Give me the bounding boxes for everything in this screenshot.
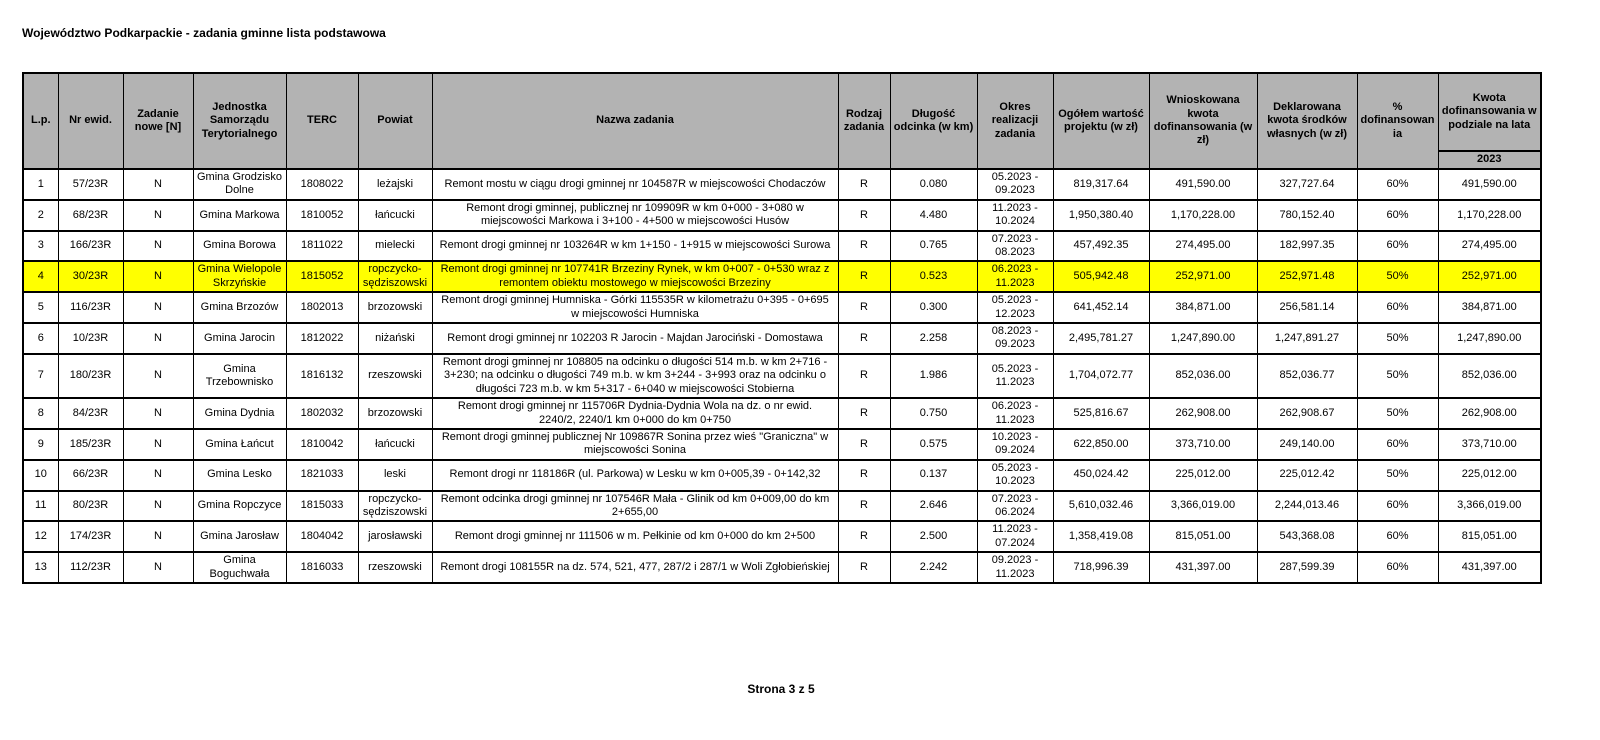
cell-powiat: ropczycko-sędziszowski [358, 261, 432, 292]
cell-jst: Gmina Łańcut [193, 429, 286, 460]
col-header-dlugosc-odcinka: Długość odcinka (w km) [890, 73, 977, 169]
cell-deklarowana: 287,599.39 [1257, 552, 1357, 583]
cell-jst: Gmina Jarosław [193, 521, 286, 552]
cell-dlugosc: 2.242 [890, 552, 977, 583]
col-header-nazwa-zadania: Nazwa zadania [432, 73, 838, 169]
cell-ogolem: 5,610,032.46 [1053, 491, 1149, 522]
cell-dlugosc: 0.080 [890, 169, 977, 200]
cell-powiat: łańcucki [358, 200, 432, 231]
col-header-deklarowana-kwota: Deklarowana kwota środków własnych (w zł) [1257, 73, 1357, 169]
cell-jst: Gmina Brzozów [193, 292, 286, 323]
cell-jst: Gmina Lesko [193, 460, 286, 491]
cell-terc: 1815052 [286, 261, 358, 292]
cell-powiat: mielecki [358, 231, 432, 262]
table-row [23, 354, 1541, 398]
cell-okres: 09.2023 - 11.2023 [977, 552, 1053, 583]
cell-dlugosc: 0.750 [890, 398, 977, 429]
table-row [23, 261, 1541, 292]
cell-nazwa: Remont odcinka drogi gminnej nr 107546R Mała - Glinik od km 0+009,00 do km 2+655,00 [432, 491, 838, 522]
cell-deklarowana: 182,997.35 [1257, 231, 1357, 262]
cell-okres: 07.2023 - 08.2023 [977, 231, 1053, 262]
cell-lp: 5 [23, 292, 58, 323]
col-header-kwota-na-lata: Kwota dofinansowania w podziale na lata [1438, 73, 1541, 151]
cell-rodzaj: R [838, 200, 890, 231]
cell-kwota-2023: 431,397.00 [1438, 552, 1541, 583]
cell-procent: 50% [1357, 460, 1438, 491]
cell-lp: 13 [23, 552, 58, 583]
cell-okres: 10.2023 - 09.2024 [977, 429, 1053, 460]
table-row [23, 491, 1541, 522]
cell-nr-ewid: 112/23R [58, 552, 123, 583]
cell-lp: 11 [23, 491, 58, 522]
table-body [23, 169, 1541, 583]
cell-wnioskowana: 815,051.00 [1149, 521, 1257, 552]
cell-terc: 1815033 [286, 491, 358, 522]
cell-rodzaj: R [838, 231, 890, 262]
cell-nr-ewid: 10/23R [58, 323, 123, 354]
cell-nowe: N [123, 398, 193, 429]
cell-wnioskowana: 373,710.00 [1149, 429, 1257, 460]
cell-kwota-2023: 3,366,019.00 [1438, 491, 1541, 522]
col-header-nr-ewid: Nr ewid. [58, 73, 123, 169]
cell-powiat: łańcucki [358, 429, 432, 460]
col-header-terc: TERC [286, 73, 358, 169]
page-number: Strona 3 z 5 [747, 682, 815, 696]
cell-wnioskowana: 1,170,228.00 [1149, 200, 1257, 231]
cell-nowe: N [123, 552, 193, 583]
cell-terc: 1810042 [286, 429, 358, 460]
cell-nowe: N [123, 292, 193, 323]
cell-lp: 10 [23, 460, 58, 491]
cell-wnioskowana: 491,590.00 [1149, 169, 1257, 200]
col-header-jst: Jednostka Samorządu Terytorialnego [193, 73, 286, 169]
cell-jst: Gmina Wielopole Skrzyńskie [193, 261, 286, 292]
cell-dlugosc: 0.300 [890, 292, 977, 323]
col-header-procent-dofinansowania: % dofinansowania [1357, 73, 1438, 169]
col-header-wnioskowana-kwota: Wnioskowana kwota dofinansowania (w zł) [1149, 73, 1257, 169]
cell-kwota-2023: 384,871.00 [1438, 292, 1541, 323]
cell-ogolem: 1,950,380.40 [1053, 200, 1149, 231]
cell-procent: 60% [1357, 521, 1438, 552]
cell-okres: 06.2023 - 11.2023 [977, 261, 1053, 292]
cell-ogolem: 641,452.14 [1053, 292, 1149, 323]
cell-rodzaj: R [838, 398, 890, 429]
cell-nowe: N [123, 491, 193, 522]
cell-nr-ewid: 30/23R [58, 261, 123, 292]
table-row [23, 292, 1541, 323]
cell-terc: 1802013 [286, 292, 358, 323]
cell-okres: 05.2023 - 10.2023 [977, 460, 1053, 491]
cell-procent: 60% [1357, 429, 1438, 460]
table-row [23, 552, 1541, 583]
cell-terc: 1816033 [286, 552, 358, 583]
cell-kwota-2023: 225,012.00 [1438, 460, 1541, 491]
cell-deklarowana: 852,036.77 [1257, 354, 1357, 398]
cell-nazwa: Remont mostu w ciągu drogi gminnej nr 104587R w miejscowości Chodaczów [432, 169, 838, 200]
cell-powiat: jarosławski [358, 521, 432, 552]
cell-powiat: brzozowski [358, 398, 432, 429]
cell-lp: 4 [23, 261, 58, 292]
cell-procent: 60% [1357, 231, 1438, 262]
cell-wnioskowana: 252,971.00 [1149, 261, 1257, 292]
cell-deklarowana: 327,727.64 [1257, 169, 1357, 200]
cell-lp: 8 [23, 398, 58, 429]
cell-wnioskowana: 225,012.00 [1149, 460, 1257, 491]
cell-powiat: ropczycko-sędziszowski [358, 491, 432, 522]
cell-deklarowana: 256,581.14 [1257, 292, 1357, 323]
cell-deklarowana: 249,140.00 [1257, 429, 1357, 460]
cell-nr-ewid: 185/23R [58, 429, 123, 460]
cell-nazwa: Remont drogi gminnej nr 108805 na odcinku o długości 514 m.b. w km 2+716 - 3+230; na odcinku o długości 749 m.b. w km 3+244 - 3+993 oraz na odcinku o długości 723 m.b. w km 5+317 - 6+040 w miejscowości Stobierna [432, 354, 838, 398]
cell-wnioskowana: 852,036.00 [1149, 354, 1257, 398]
cell-nazwa: Remont drogi gminnej nr 103264R w km 1+150 - 1+915 w miejscowości Surowa [432, 231, 838, 262]
cell-ogolem: 525,816.67 [1053, 398, 1149, 429]
cell-wnioskowana: 262,908.00 [1149, 398, 1257, 429]
cell-rodzaj: R [838, 429, 890, 460]
table-row [23, 323, 1541, 354]
cell-nowe: N [123, 200, 193, 231]
cell-okres: 11.2023 - 10.2024 [977, 200, 1053, 231]
cell-nazwa: Remont drogi gminnej nr 102203 R Jarocin - Majdan Jarociński - Domostawa [432, 323, 838, 354]
cell-jst: Gmina Dydnia [193, 398, 286, 429]
cell-deklarowana: 225,012.42 [1257, 460, 1357, 491]
cell-nowe: N [123, 354, 193, 398]
cell-nazwa: Remont drogi gminnej nr 115706R Dydnia-Dydnia Wola na dz. o nr ewid. 2240/2, 2240/1 km 0+000 do km 0+750 [432, 398, 838, 429]
cell-wnioskowana: 1,247,890.00 [1149, 323, 1257, 354]
cell-dlugosc: 2.500 [890, 521, 977, 552]
cell-lp: 9 [23, 429, 58, 460]
cell-rodzaj: R [838, 521, 890, 552]
cell-nowe: N [123, 429, 193, 460]
table-row [23, 521, 1541, 552]
cell-powiat: brzozowski [358, 292, 432, 323]
cell-nr-ewid: 66/23R [58, 460, 123, 491]
cell-jst: Gmina Trzebownisko [193, 354, 286, 398]
cell-lp: 7 [23, 354, 58, 398]
cell-nr-ewid: 166/23R [58, 231, 123, 262]
cell-jst: Gmina Boguchwała [193, 552, 286, 583]
cell-dlugosc: 2.258 [890, 323, 977, 354]
cell-terc: 1810052 [286, 200, 358, 231]
cell-jst: Gmina Ropczyce [193, 491, 286, 522]
cell-kwota-2023: 1,247,890.00 [1438, 323, 1541, 354]
cell-powiat: rzeszowski [358, 354, 432, 398]
cell-terc: 1808022 [286, 169, 358, 200]
col-header-lp: L.p. [23, 73, 58, 169]
cell-procent: 60% [1357, 169, 1438, 200]
cell-powiat: niżański [358, 323, 432, 354]
cell-procent: 50% [1357, 354, 1438, 398]
cell-procent: 50% [1357, 398, 1438, 429]
table-row [23, 398, 1541, 429]
cell-deklarowana: 2,244,013.46 [1257, 491, 1357, 522]
page-title: Województwo Podkarpackie - zadania gminne lista podstawowa [22, 26, 386, 40]
cell-okres: 07.2023 - 06.2024 [977, 491, 1053, 522]
cell-kwota-2023: 491,590.00 [1438, 169, 1541, 200]
cell-okres: 05.2023 - 09.2023 [977, 169, 1053, 200]
cell-rodzaj: R [838, 552, 890, 583]
cell-nazwa: Remont drogi gminnej Humniska - Górki 115535R w kilometrażu 0+395 - 0+695 w miejscowości Humniska [432, 292, 838, 323]
cell-dlugosc: 4.480 [890, 200, 977, 231]
cell-nowe: N [123, 169, 193, 200]
cell-procent: 60% [1357, 491, 1438, 522]
cell-rodzaj: R [838, 261, 890, 292]
cell-terc: 1802032 [286, 398, 358, 429]
col-header-zadanie-nowe: Zadanie nowe [N] [123, 73, 193, 169]
cell-rodzaj: R [838, 292, 890, 323]
cell-rodzaj: R [838, 491, 890, 522]
cell-deklarowana: 543,368.08 [1257, 521, 1357, 552]
cell-deklarowana: 1,247,891.27 [1257, 323, 1357, 354]
cell-procent: 60% [1357, 200, 1438, 231]
cell-ogolem: 622,850.00 [1053, 429, 1149, 460]
cell-okres: 05.2023 - 12.2023 [977, 292, 1053, 323]
cell-nazwa: Remont drogi gminnej, publicznej nr 109909R w km 0+000 - 3+080 w miejscowości Markowa i 3+100 - 4+500 w miejscowości Husów [432, 200, 838, 231]
cell-jst: Gmina Jarocin [193, 323, 286, 354]
table-row [23, 200, 1541, 231]
table-row [23, 169, 1541, 200]
cell-lp: 6 [23, 323, 58, 354]
cell-ogolem: 718,996.39 [1053, 552, 1149, 583]
cell-kwota-2023: 274,495.00 [1438, 231, 1541, 262]
cell-nowe: N [123, 323, 193, 354]
cell-nazwa: Remont drogi gminnej nr 111506 w m. Pełkinie od km 0+000 do km 2+500 [432, 521, 838, 552]
cell-wnioskowana: 384,871.00 [1149, 292, 1257, 323]
cell-ogolem: 457,492.35 [1053, 231, 1149, 262]
table-row [23, 460, 1541, 491]
cell-procent: 50% [1357, 323, 1438, 354]
cell-dlugosc: 0.523 [890, 261, 977, 292]
cell-kwota-2023: 262,908.00 [1438, 398, 1541, 429]
cell-rodzaj: R [838, 323, 890, 354]
col-header-rok-2023: 2023 [1438, 151, 1541, 169]
cell-kwota-2023: 252,971.00 [1438, 261, 1541, 292]
cell-rodzaj: R [838, 169, 890, 200]
cell-ogolem: 2,495,781.27 [1053, 323, 1149, 354]
cell-kwota-2023: 815,051.00 [1438, 521, 1541, 552]
cell-wnioskowana: 274,495.00 [1149, 231, 1257, 262]
cell-jst: Gmina Markowa [193, 200, 286, 231]
cell-ogolem: 819,317.64 [1053, 169, 1149, 200]
cell-okres: 11.2023 - 07.2024 [977, 521, 1053, 552]
cell-dlugosc: 0.575 [890, 429, 977, 460]
cell-dlugosc: 0.137 [890, 460, 977, 491]
table-row [23, 429, 1541, 460]
cell-jst: Gmina Borowa [193, 231, 286, 262]
cell-lp: 1 [23, 169, 58, 200]
cell-nr-ewid: 180/23R [58, 354, 123, 398]
cell-terc: 1816132 [286, 354, 358, 398]
cell-rodzaj: R [838, 460, 890, 491]
cell-deklarowana: 780,152.40 [1257, 200, 1357, 231]
cell-nazwa: Remont drogi gminnej publicznej Nr 109867R Sonina przez wieś "Graniczna" w miejscowości Sonina [432, 429, 838, 460]
cell-nowe: N [123, 521, 193, 552]
cell-nr-ewid: 57/23R [58, 169, 123, 200]
cell-okres: 05.2023 - 11.2023 [977, 354, 1053, 398]
cell-deklarowana: 252,971.48 [1257, 261, 1357, 292]
cell-nowe: N [123, 231, 193, 262]
cell-procent: 60% [1357, 552, 1438, 583]
col-header-okres-realizacji: Okres realizacji zadania [977, 73, 1053, 169]
cell-powiat: leżajski [358, 169, 432, 200]
cell-okres: 08.2023 - 09.2023 [977, 323, 1053, 354]
col-header-powiat: Powiat [358, 73, 432, 169]
cell-nr-ewid: 84/23R [58, 398, 123, 429]
cell-nr-ewid: 68/23R [58, 200, 123, 231]
cell-kwota-2023: 1,170,228.00 [1438, 200, 1541, 231]
cell-terc: 1811022 [286, 231, 358, 262]
col-header-ogolem-wartosc: Ogółem wartość projektu (w zł) [1053, 73, 1149, 169]
tasks-table [22, 72, 1542, 584]
cell-okres: 06.2023 - 11.2023 [977, 398, 1053, 429]
cell-ogolem: 1,358,419.08 [1053, 521, 1149, 552]
cell-nowe: N [123, 261, 193, 292]
cell-dlugosc: 1.986 [890, 354, 977, 398]
cell-rodzaj: R [838, 354, 890, 398]
cell-procent: 60% [1357, 292, 1438, 323]
cell-lp: 12 [23, 521, 58, 552]
cell-powiat: leski [358, 460, 432, 491]
cell-nr-ewid: 116/23R [58, 292, 123, 323]
cell-terc: 1812022 [286, 323, 358, 354]
cell-deklarowana: 262,908.67 [1257, 398, 1357, 429]
cell-kwota-2023: 852,036.00 [1438, 354, 1541, 398]
cell-lp: 2 [23, 200, 58, 231]
table-row [23, 231, 1541, 262]
cell-nazwa: Remont drogi gminnej nr 107741R Brzeziny Rynek, w km 0+007 - 0+530 wraz z remontem obiektu mostowego w miejscowości Brzeziny [432, 261, 838, 292]
cell-wnioskowana: 431,397.00 [1149, 552, 1257, 583]
cell-ogolem: 1,704,072.77 [1053, 354, 1149, 398]
cell-dlugosc: 2.646 [890, 491, 977, 522]
cell-procent: 50% [1357, 261, 1438, 292]
cell-nr-ewid: 174/23R [58, 521, 123, 552]
cell-lp: 3 [23, 231, 58, 262]
cell-jst: Gmina Grodzisko Dolne [193, 169, 286, 200]
cell-nazwa: Remont drogi 108155R na dz. 574, 521, 477, 287/2 i 287/1 w Woli Zgłobieńskiej [432, 552, 838, 583]
cell-nowe: N [123, 460, 193, 491]
cell-ogolem: 505,942.48 [1053, 261, 1149, 292]
col-header-rodzaj-zadania: Rodzaj zadania [838, 73, 890, 169]
table-header [23, 73, 1541, 169]
cell-nr-ewid: 80/23R [58, 491, 123, 522]
cell-wnioskowana: 3,366,019.00 [1149, 491, 1257, 522]
cell-nazwa: Remont drogi nr 118186R (ul. Parkowa) w Lesku w km 0+005,39 - 0+142,32 [432, 460, 838, 491]
cell-powiat: rzeszowski [358, 552, 432, 583]
cell-ogolem: 450,024.42 [1053, 460, 1149, 491]
cell-terc: 1821033 [286, 460, 358, 491]
cell-terc: 1804042 [286, 521, 358, 552]
cell-kwota-2023: 373,710.00 [1438, 429, 1541, 460]
cell-dlugosc: 0.765 [890, 231, 977, 262]
